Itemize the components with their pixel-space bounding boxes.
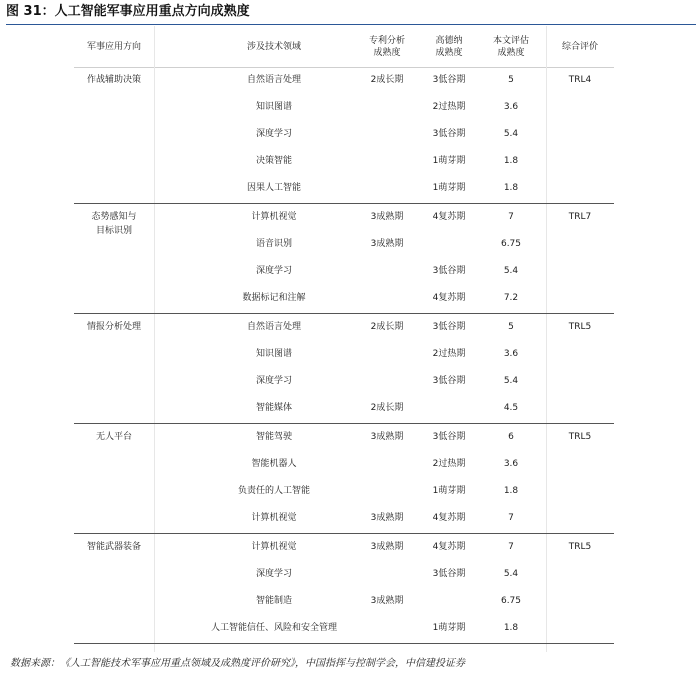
direction-cell: 态势感知与 目标识别 [91, 212, 137, 236]
tech-field-cell: 计算机视觉 [251, 513, 297, 523]
table-row [74, 368, 614, 395]
rating-cell: TRL5 [568, 322, 592, 332]
gartner-maturity-cell: 3低谷期 [432, 376, 466, 386]
patent-maturity-cell [352, 368, 422, 395]
assessed-maturity-cell: 7 [508, 212, 514, 222]
table-row [74, 395, 614, 422]
patent-maturity-cell: 2成长期 [370, 75, 404, 85]
assessed-maturity-cell: 6 [508, 432, 514, 442]
tech-field-cell: 深度学习 [255, 266, 292, 276]
table-row [74, 231, 614, 258]
patent-maturity-cell: 3成熟期 [370, 596, 404, 606]
patent-maturity-cell [352, 285, 422, 312]
group-divider [74, 643, 614, 644]
gartner-maturity-cell: 3低谷期 [432, 129, 466, 139]
table-row [74, 424, 614, 451]
table-row [74, 561, 614, 588]
assessed-maturity-cell: 1.8 [503, 623, 519, 633]
tech-field-cell: 知识图谱 [255, 102, 292, 112]
patent-maturity-cell [352, 121, 422, 148]
patent-maturity-cell [352, 148, 422, 175]
assessed-maturity-cell: 4.5 [503, 403, 519, 413]
assessed-maturity-cell: 6.75 [500, 596, 522, 606]
tech-field-cell: 智能驾驶 [255, 432, 292, 442]
direction-cell: 作战辅助决策 [86, 75, 141, 85]
tech-field-cell: 智能媒体 [255, 403, 292, 413]
table-row [74, 615, 614, 642]
gartner-maturity-cell [414, 588, 484, 615]
assessed-maturity-cell: 5 [508, 75, 514, 85]
gartner-maturity-cell: 1萌芽期 [432, 486, 466, 496]
figure-title: 图 31：人工智能军事应用重点方向成熟度 [6, 2, 696, 25]
tech-field-cell: 知识图谱 [255, 349, 292, 359]
gartner-maturity-cell: 3低谷期 [432, 75, 466, 85]
assessed-maturity-cell: 1.8 [503, 486, 519, 496]
patent-maturity-cell: 2成长期 [370, 322, 404, 332]
table-row [74, 121, 614, 148]
patent-maturity-cell [352, 341, 422, 368]
gartner-maturity-cell: 3低谷期 [432, 432, 466, 442]
table-row [74, 451, 614, 478]
tech-field-cell: 智能制造 [255, 596, 292, 606]
tech-field-cell: 语音识别 [255, 239, 292, 249]
assessed-maturity-cell: 5.4 [503, 376, 519, 386]
rating-cell: TRL4 [568, 75, 592, 85]
header-patent-maturity: 专利分析 成熟度 [368, 35, 405, 58]
assessed-maturity-cell: 6.75 [500, 239, 522, 249]
patent-maturity-cell [352, 94, 422, 121]
table-row [74, 478, 614, 505]
assessed-maturity-cell: 7 [508, 542, 514, 552]
gartner-maturity-cell [414, 231, 484, 258]
table-row [74, 341, 614, 368]
table-row [74, 67, 614, 94]
tech-field-cell: 决策智能 [255, 156, 292, 166]
patent-maturity-cell [352, 451, 422, 478]
patent-maturity-cell [352, 615, 422, 642]
direction-cell: 无人平台 [95, 432, 132, 442]
assessed-maturity-cell: 1.8 [503, 156, 519, 166]
patent-maturity-cell: 3成熟期 [370, 513, 404, 523]
gartner-maturity-cell [414, 395, 484, 422]
table-row [74, 588, 614, 615]
table-row [74, 285, 614, 312]
gartner-maturity-cell: 2过热期 [432, 349, 466, 359]
table-row [74, 258, 614, 285]
table-row [74, 534, 614, 561]
gartner-maturity-cell: 4复苏期 [432, 293, 466, 303]
table-group [74, 314, 614, 424]
rating-cell: TRL7 [568, 212, 592, 222]
gartner-maturity-cell: 1萌芽期 [432, 156, 466, 166]
rating-cell: TRL5 [568, 432, 592, 442]
assessed-maturity-cell: 5.4 [503, 129, 519, 139]
tech-field-cell: 深度学习 [255, 569, 292, 579]
table-row [74, 94, 614, 121]
table-group [74, 424, 614, 534]
tech-field-cell: 负责任的人工智能 [237, 486, 310, 496]
direction-cell: 情报分析处理 [86, 322, 141, 332]
gartner-maturity-cell: 4复苏期 [432, 513, 466, 523]
tech-field-cell: 深度学习 [255, 376, 292, 386]
header-assessed-maturity: 本文评估 成熟度 [492, 35, 529, 58]
tech-field-cell: 人工智能信任、风险和安全管理 [210, 623, 337, 633]
tech-field-cell: 计算机视觉 [251, 542, 297, 552]
gartner-maturity-cell: 2过热期 [432, 459, 466, 469]
gartner-maturity-cell: 1萌芽期 [432, 623, 466, 633]
assessed-maturity-cell: 3.6 [503, 349, 519, 359]
tech-field-cell: 智能机器人 [251, 459, 297, 469]
assessed-maturity-cell: 1.8 [503, 183, 519, 193]
assessed-maturity-cell: 5 [508, 322, 514, 332]
table-row [74, 175, 614, 202]
gartner-maturity-cell: 3低谷期 [432, 322, 466, 332]
patent-maturity-cell [352, 478, 422, 505]
assessed-maturity-cell: 7 [508, 513, 514, 523]
tech-field-cell: 深度学习 [255, 129, 292, 139]
patent-maturity-cell: 2成长期 [370, 403, 404, 413]
header-overall-rating: 综合评价 [561, 41, 598, 52]
header-direction: 军事应用方向 [86, 41, 141, 52]
gartner-maturity-cell: 3低谷期 [432, 569, 466, 579]
rating-cell: TRL5 [568, 542, 592, 552]
table-row [74, 148, 614, 175]
maturity-table [74, 26, 614, 652]
gartner-maturity-cell: 1萌芽期 [432, 183, 466, 193]
tech-field-cell: 因果人工智能 [246, 183, 301, 193]
table-row [74, 314, 614, 341]
header-gartner-maturity: 高德纳 成熟度 [435, 35, 463, 58]
gartner-maturity-cell: 4复苏期 [432, 542, 466, 552]
patent-maturity-cell: 3成熟期 [370, 432, 404, 442]
assessed-maturity-cell: 7.2 [503, 293, 519, 303]
patent-maturity-cell [352, 561, 422, 588]
patent-maturity-cell [352, 258, 422, 285]
table-row [74, 204, 614, 231]
table-group [74, 534, 614, 644]
patent-maturity-cell: 3成熟期 [370, 542, 404, 552]
assessed-maturity-cell: 5.4 [503, 266, 519, 276]
patent-maturity-cell: 3成熟期 [370, 212, 404, 222]
source-note: 数据来源：《人工智能技术军事应用重点领域及成熟度评价研究》，中国指挥与控制学会，中信建投证券 [10, 658, 465, 669]
assessed-maturity-cell: 5.4 [503, 569, 519, 579]
table-group [74, 67, 614, 204]
gartner-maturity-cell: 3低谷期 [432, 266, 466, 276]
table-row [74, 505, 614, 532]
gartner-maturity-cell: 2过热期 [432, 102, 466, 112]
tech-field-cell: 自然语言处理 [246, 75, 301, 85]
assessed-maturity-cell: 3.6 [503, 459, 519, 469]
tech-field-cell: 自然语言处理 [246, 322, 301, 332]
header-tech-field: 涉及技术领域 [246, 41, 301, 52]
assessed-maturity-cell: 3.6 [503, 102, 519, 112]
tech-field-cell: 数据标记和注解 [242, 293, 306, 303]
tech-field-cell: 计算机视觉 [251, 212, 297, 222]
patent-maturity-cell: 3成熟期 [370, 239, 404, 249]
table-group [74, 204, 614, 314]
patent-maturity-cell [352, 175, 422, 202]
direction-cell: 智能武器装备 [86, 542, 141, 552]
gartner-maturity-cell: 4复苏期 [432, 212, 466, 222]
